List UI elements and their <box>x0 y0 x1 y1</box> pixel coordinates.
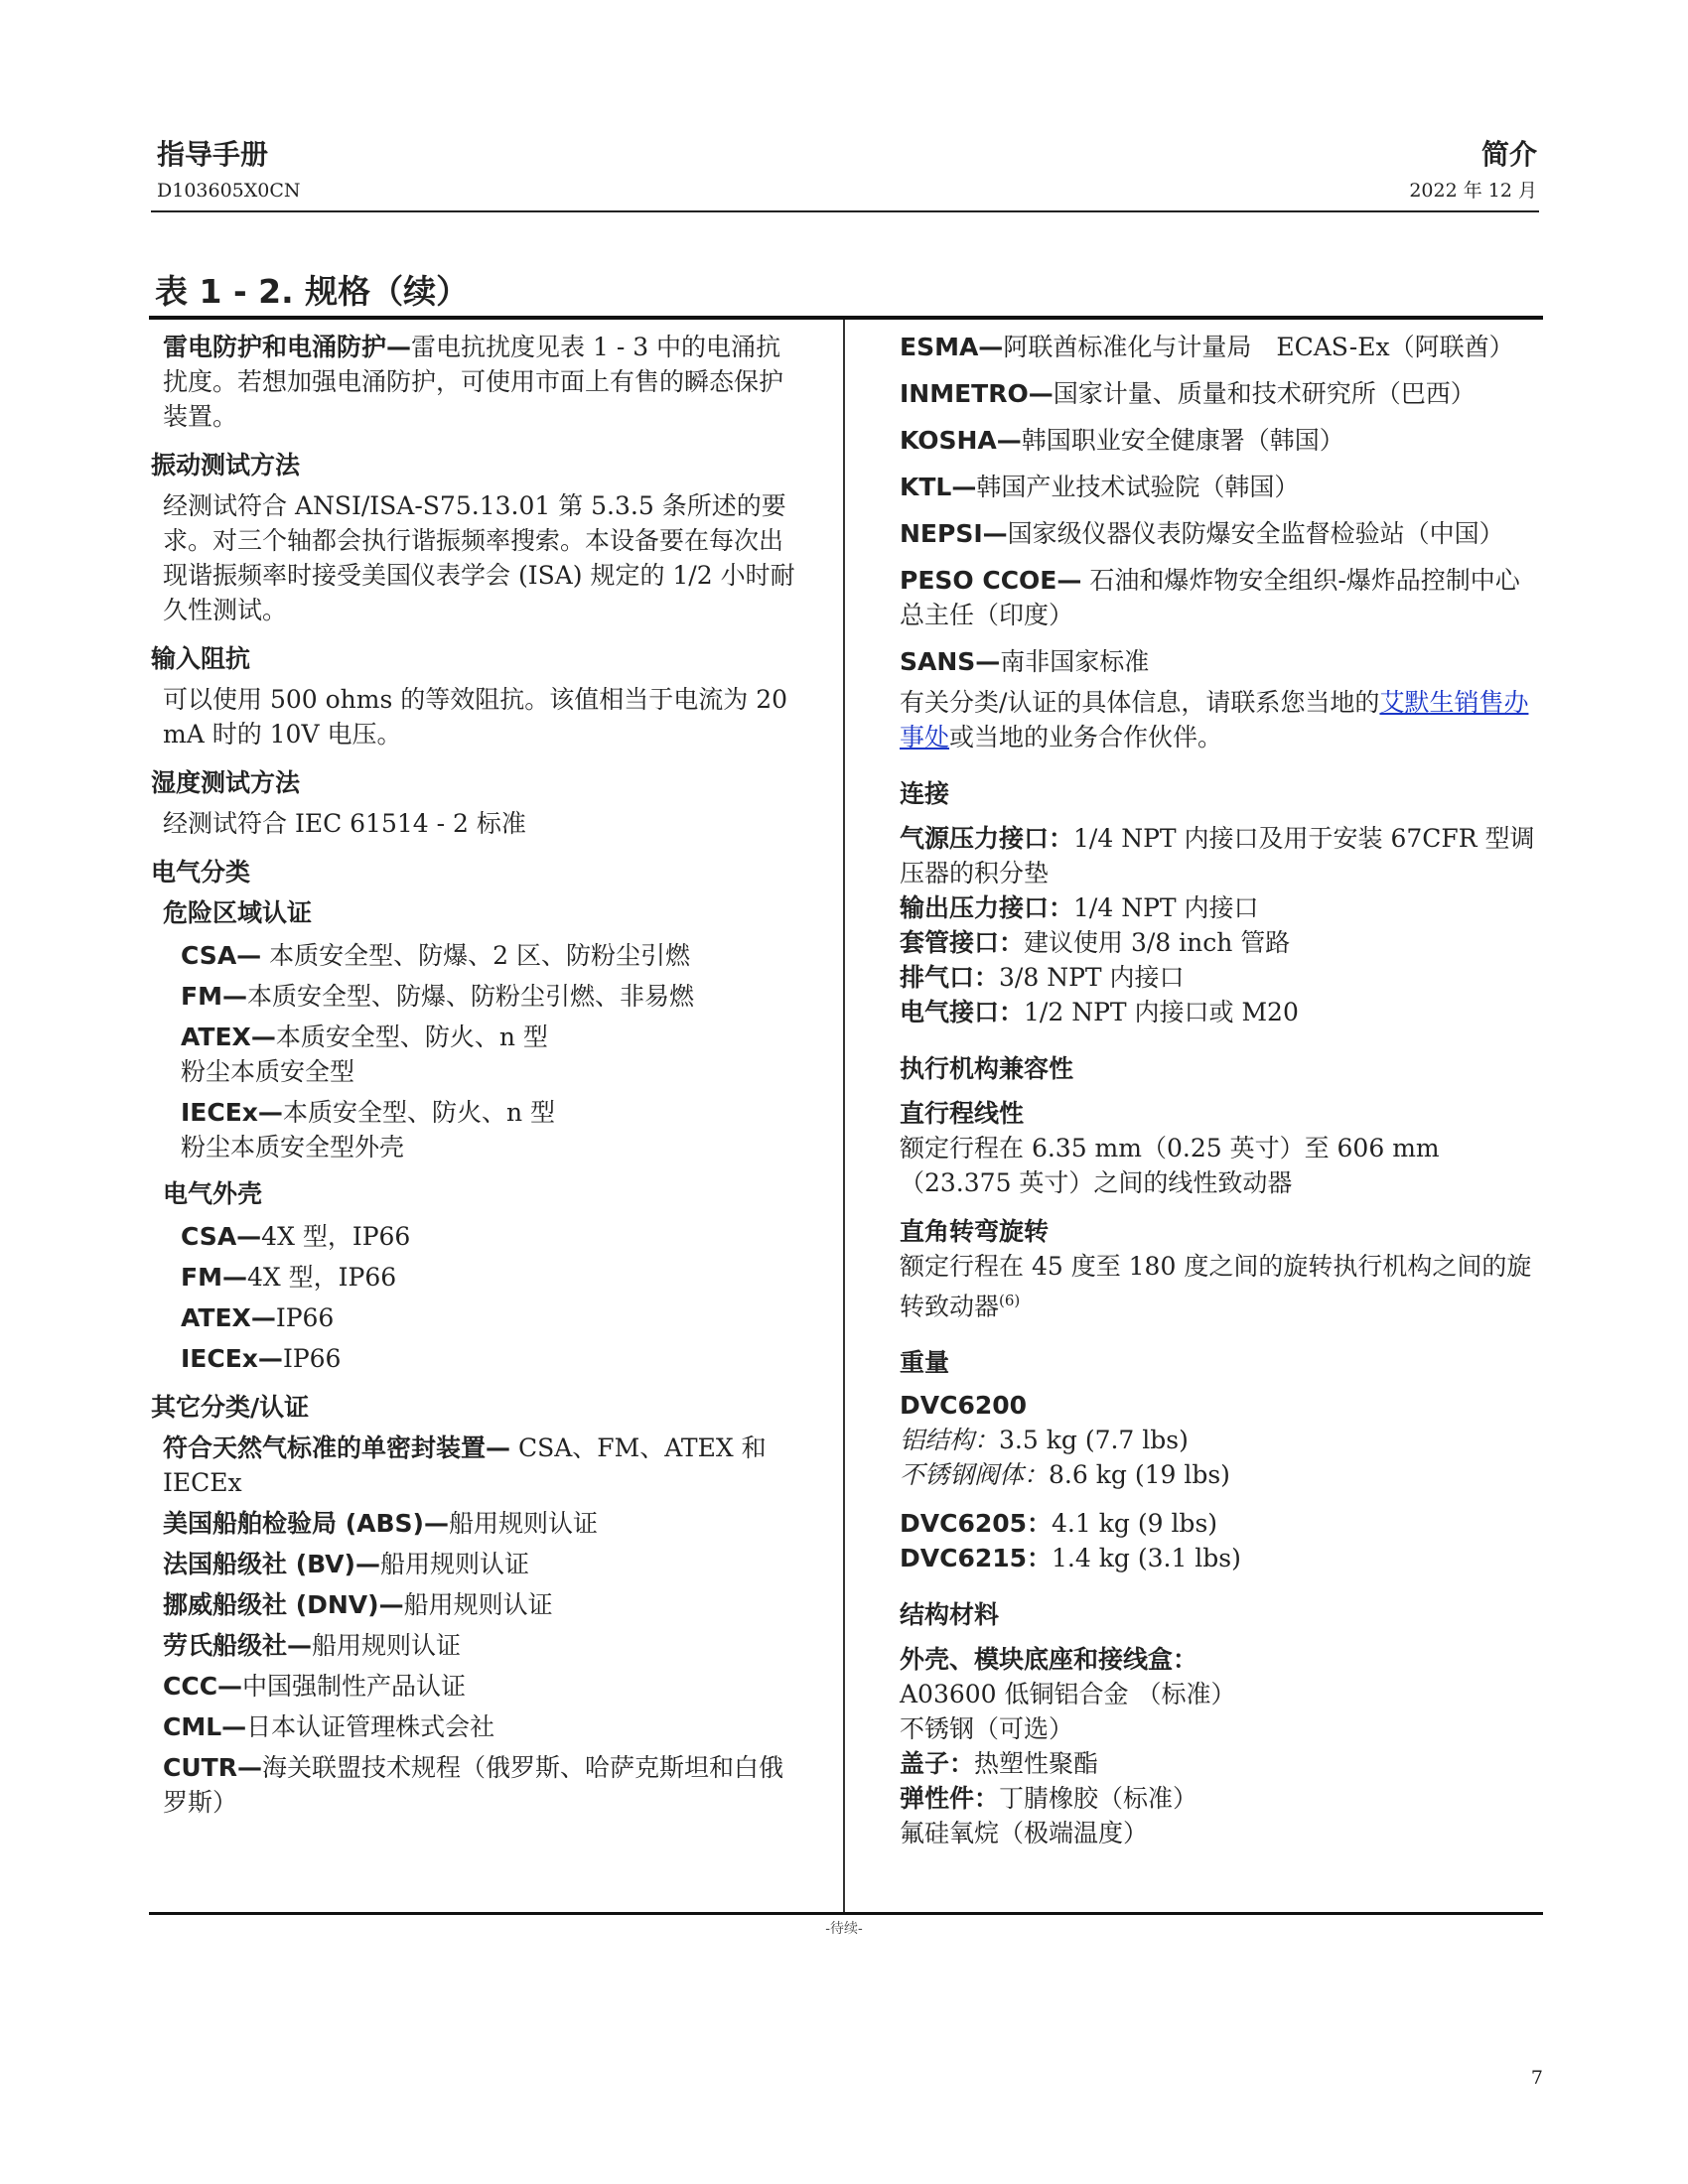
header-right <box>1409 137 1537 205</box>
other-label: CML— <box>163 1712 247 1741</box>
elastomer-material-2: 氟硅氧烷（极端温度） <box>900 1819 1149 1848</box>
connections-title: 连接 <box>900 779 950 808</box>
header-left <box>157 137 301 205</box>
other-item <box>151 1750 796 1820</box>
enc-item <box>151 1300 796 1335</box>
housing-material-1: A03600 低铜铝合金 （标准） <box>900 1680 1236 1709</box>
haz-label: IECEx— <box>181 1098 283 1127</box>
haz-label: ATEX— <box>181 1023 276 1051</box>
other-text: CSA、FM、ATEX 和 IECEx <box>163 1433 767 1497</box>
impedance-text: 可以使用 500 ohms 的等效阻抗。该值相当于电流为 20 mA 时的 10V 电压。 <box>163 685 788 749</box>
conn-text: 1/4 NPT 内接口 <box>1073 893 1259 922</box>
table-bottom-rule <box>149 1912 1543 1915</box>
conn-label: 输出压力接口： <box>900 893 1074 922</box>
other-label: 劳氏船级社— <box>163 1631 313 1660</box>
cert-label: SANS— <box>900 647 1001 676</box>
humidity-title: 湿度测试方法 <box>151 768 301 797</box>
other-cert-title: 其它分类/认证 <box>151 1393 310 1422</box>
other-label: CCC— <box>163 1672 243 1701</box>
cert-item <box>900 423 1535 458</box>
other-label: 符合天然气标准的单密封装置— <box>163 1433 511 1462</box>
cert-text: 韩国职业安全健康署（韩国） <box>1021 426 1344 455</box>
page-number: 7 <box>1530 2067 1543 2089</box>
lightning-text: 雷电抗扰度见表 1 - 3 中的电涌抗扰度。若想加强电涌防护，可使用市面上有售的瞬态保护装置。 <box>163 333 784 431</box>
other-text: 船用规则认证 <box>312 1631 462 1660</box>
other-text: 海关联盟技术规程（俄罗斯、哈萨克斯坦和白俄罗斯） <box>163 1753 783 1817</box>
housing-label: 外壳、模块底座和接线盒： <box>900 1645 1198 1675</box>
cert-text: 韩国产业技术试验院（韩国） <box>976 473 1300 501</box>
section-title: 简介 <box>1480 138 1537 171</box>
conn-item <box>900 960 1535 995</box>
conn-item <box>900 995 1535 1029</box>
enc-label: IECEx— <box>181 1344 283 1373</box>
humidity-text: 经测试符合 IEC 61514 - 2 标准 <box>163 809 526 838</box>
vibration-text: 经测试符合 ANSI/ISA-S75.13.01 第 5.3.5 条所述的要求。对三个轴都会执行谐振频率搜索。本设备要在每次出现谐振频率时接受美国仪表学会 (ISA) 规定的 1/2 小时耐久性测试。 <box>163 491 795 624</box>
dvc6200-label: DVC6200 <box>900 1391 1028 1421</box>
haz-text: 本质安全型、防爆、防粉尘引燃、非易燃 <box>246 982 694 1011</box>
cert-text: 阿联酋标准化与计量局 ECAS-Ex（阿联酋） <box>1003 333 1514 361</box>
other-label: CUTR— <box>163 1753 262 1782</box>
haz-text-2: 粉尘本质安全型外壳 <box>181 1133 405 1161</box>
left-column <box>151 330 796 1826</box>
enc-label: ATEX— <box>181 1303 276 1332</box>
lightning-protection <box>151 330 796 434</box>
cert-label: ESMA— <box>900 333 1004 361</box>
elastomer-material <box>900 1781 1535 1816</box>
cert-label: KTL— <box>900 473 977 501</box>
enclosure-title: 电气外壳 <box>163 1179 263 1208</box>
enc-text: IP66 <box>282 1344 342 1373</box>
linear-title: 直行程线性 <box>900 1099 1025 1128</box>
other-item <box>151 1547 796 1581</box>
other-item <box>151 1709 796 1744</box>
enc-text: 4X 型，IP66 <box>246 1263 397 1292</box>
elastomer-text: 丁腈橡胶（标准） <box>999 1784 1198 1814</box>
other-label: 挪威船级社 (DNV)— <box>163 1590 404 1619</box>
enc-label: CSA— <box>181 1222 262 1251</box>
cert-text: 国家计量、质量和技术研究所（巴西） <box>1053 379 1476 408</box>
enc-item <box>151 1341 796 1376</box>
lightning-label: 雷电防护和电涌防护— <box>163 333 412 361</box>
conn-text: 建议使用 3/8 inch 管路 <box>1024 928 1291 957</box>
other-label: 美国船舶检验局 (ABS)— <box>163 1509 449 1538</box>
footnote-ref: (6) <box>999 1292 1021 1309</box>
housing-material-2: 不锈钢（可选） <box>900 1714 1074 1744</box>
contact-pre: 有关分类/认证的具体信息，请联系您当地的 <box>900 688 1380 717</box>
electrical-classification-title: 电气分类 <box>151 858 251 887</box>
contact-post: 或当地的业务合作伙伴。 <box>949 723 1223 751</box>
cert-text: 石油和爆炸物安全组织-爆炸品控制中心总主任（印度） <box>900 566 1520 629</box>
other-text: 中国强制性产品认证 <box>242 1672 467 1701</box>
table-title: 表 1 - 2. 规格（续） <box>155 272 470 311</box>
haz-text: 本质安全型、防火、n 型 <box>275 1023 548 1051</box>
header-rule <box>151 210 1539 212</box>
rotary-title: 直角转弯旋转 <box>900 1217 1050 1246</box>
cert-item <box>900 376 1535 411</box>
cert-label: PESO CCOE— <box>900 566 1082 595</box>
doc-date: 2022 年 12 月 <box>1409 180 1537 202</box>
vibration-title: 振动测试方法 <box>151 451 301 479</box>
rotary-text: 额定行程在 45 度至 180 度之间的旋转执行机构之间的旋转致动器 <box>900 1252 1532 1321</box>
haz-text: 本质安全型、防爆、2 区、防粉尘引燃 <box>261 941 690 970</box>
conn-item <box>900 821 1535 890</box>
enc-item <box>151 1260 796 1295</box>
table-top-rule <box>149 316 1543 320</box>
weight-dvc6205 <box>900 1506 1535 1541</box>
weight-ss <box>900 1457 1535 1492</box>
cert-text: 南非国家标准 <box>1000 647 1150 676</box>
conn-list <box>900 821 1535 1029</box>
weight-ss-label: 不锈钢阀体： <box>900 1460 1050 1490</box>
other-label: 法国船级社 (BV)— <box>163 1550 380 1578</box>
cert-label: NEPSI— <box>900 519 1008 548</box>
column-divider <box>843 320 845 1912</box>
other-text: 船用规则认证 <box>379 1550 529 1578</box>
cert-item <box>900 563 1535 632</box>
dvc6215-label: DVC6215： <box>900 1544 1053 1573</box>
weight-al-value: 3.5 kg (7.7 lbs) <box>999 1426 1189 1455</box>
manual-title: 指导手册 <box>157 138 269 171</box>
conn-text: 3/8 NPT 内接口 <box>999 963 1185 992</box>
enc-text: 4X 型，IP66 <box>261 1222 411 1251</box>
conn-label: 套管接口： <box>900 928 1025 957</box>
contact-note <box>900 685 1535 754</box>
cert-text: 国家级仪器仪表防爆安全监督检验站（中国） <box>1007 519 1504 548</box>
enc-text: IP66 <box>275 1303 335 1332</box>
elastomer-label: 弹性件： <box>900 1784 1000 1814</box>
conn-label: 排气口： <box>900 963 1000 992</box>
weight-title: 重量 <box>900 1348 950 1378</box>
linear-text: 额定行程在 6.35 mm（0.25 英寸）至 606 mm（23.375 英寸）之间的线性致动器 <box>900 1134 1440 1197</box>
haz-label: FM— <box>181 982 247 1011</box>
conn-label: 电气接口： <box>900 998 1025 1026</box>
materials-title: 结构材料 <box>900 1600 1000 1630</box>
haz-item <box>151 1020 796 1089</box>
other-item <box>151 1431 796 1500</box>
haz-item <box>151 938 796 973</box>
dvc6205-label: DVC6205： <box>900 1509 1053 1539</box>
other-item <box>151 1506 796 1541</box>
hazardous-area-title: 危险区域认证 <box>163 898 313 927</box>
cert-label: KOSHA— <box>900 426 1022 455</box>
other-item <box>151 1628 796 1663</box>
enc-item <box>151 1219 796 1254</box>
conn-item <box>900 890 1535 925</box>
haz-label: CSA— <box>181 941 262 970</box>
other-item <box>151 1587 796 1622</box>
other-text: 船用规则认证 <box>403 1590 553 1619</box>
other-text: 船用规则认证 <box>448 1509 598 1538</box>
haz-text-2: 粉尘本质安全型 <box>181 1057 355 1086</box>
haz-item <box>151 1095 796 1164</box>
weight-ss-value: 8.6 kg (19 lbs) <box>1049 1460 1230 1490</box>
conn-label: 气源压力接口： <box>900 824 1074 853</box>
right-column <box>900 330 1535 1850</box>
enc-label: FM— <box>181 1263 247 1292</box>
weight-dvc6215 <box>900 1541 1535 1575</box>
emerson-sales-office-link[interactable]: 艾默生销售办事处 <box>900 688 1529 751</box>
impedance-title: 输入阻抗 <box>151 644 251 673</box>
cover-label: 盖子： <box>900 1749 975 1779</box>
conn-item <box>900 925 1535 960</box>
conn-text: 1/2 NPT 内接口或 M20 <box>1024 998 1299 1026</box>
weight-al-label: 铝结构： <box>900 1426 1000 1455</box>
doc-number: D103605X0CN <box>157 180 301 202</box>
actuator-title: 执行机构兼容性 <box>900 1054 1074 1083</box>
weight-al <box>900 1423 1535 1457</box>
cert-item <box>900 330 1535 364</box>
cert-item <box>900 644 1535 679</box>
haz-text: 本质安全型、防火、n 型 <box>282 1098 555 1127</box>
conn-text: 1/4 NPT 内接口及用于安装 67CFR 型调压器的积分垫 <box>900 824 1535 887</box>
rotary-desc <box>900 1249 1535 1323</box>
other-text: 日本认证管理株式会社 <box>246 1712 495 1741</box>
dvc6205-value: 4.1 kg (9 lbs) <box>1052 1509 1218 1539</box>
dvc6215-value: 1.4 kg (3.1 lbs) <box>1052 1544 1241 1573</box>
cert-label: INMETRO— <box>900 379 1054 408</box>
cert-item <box>900 470 1535 504</box>
haz-item <box>151 979 796 1014</box>
cert-item <box>900 516 1535 551</box>
other-item <box>151 1669 796 1704</box>
cover-text: 热塑性聚酯 <box>974 1749 1099 1779</box>
continued-marker: -待续- <box>825 1921 863 1937</box>
cover-material <box>900 1746 1535 1781</box>
